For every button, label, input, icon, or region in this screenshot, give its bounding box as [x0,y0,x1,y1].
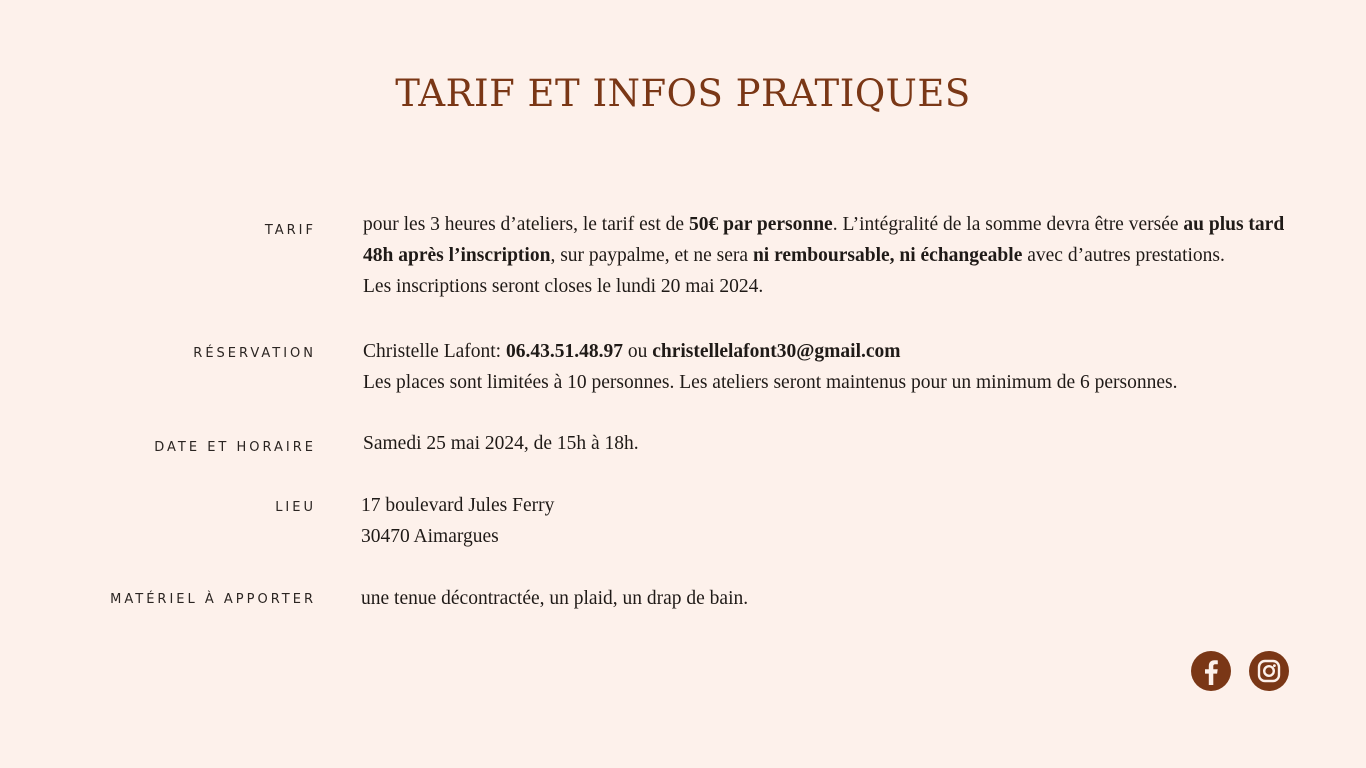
value-date: Samedi 25 mai 2024, de 15h à 18h. [363,433,639,454]
label-lieu: LIEU [275,500,316,515]
tarif-price: 50€ par personne [688,214,833,235]
facebook-icon[interactable] [1191,651,1231,691]
lieu-street: 17 boulevard Jules Ferry [361,495,555,516]
page-title: TARIF ET INFOS PRATIQUES [395,72,971,115]
tarif-non-refundable: ni remboursable, ni échangeable [752,245,1023,266]
reservation-or: ou [622,341,653,362]
value-tarif [363,209,1303,302]
tarif-deadline: au plus tard 48h après l’inscription [363,214,1285,266]
lieu-city: 30470 Aimargues [361,526,499,547]
tarif-text-2: . L’intégralité de la somme devra être versée [832,214,1184,235]
value-materiel: une tenue décontractée, un plaid, un drap de bain. [361,588,749,609]
reservation-contact [363,336,1303,367]
reservation-email[interactable]: christellelafont30@gmail.com [652,341,901,362]
instagram-icon[interactable] [1249,651,1289,691]
tarif-text-1: pour les 3 heures d’ateliers, le tarif est de [363,214,689,235]
tarif-paragraph [363,209,1303,271]
reservation-phone[interactable]: 06.43.51.48.97 [505,341,623,362]
tarif-text-3: , sur paypalme, et ne sera [550,245,753,266]
reservation-note: Les places sont limitées à 10 personnes. Les ateliers seront maintenus pour un minimum de 6 personnes. [363,372,1178,393]
label-materiel: MATÉRIEL À APPORTER [110,592,316,607]
value-lieu [361,490,1301,552]
reservation-name: Christelle Lafont: [363,341,506,362]
label-tarif: TARIF [264,223,316,238]
label-reservation: RÉSERVATION [193,346,316,361]
value-reservation [363,336,1303,398]
tarif-closing-date: Les inscriptions seront closes le lundi 20 mai 2024. [363,276,764,297]
tarif-text-4: avec d’autres prestations. [1022,245,1225,266]
label-date: DATE ET HORAIRE [154,440,316,455]
